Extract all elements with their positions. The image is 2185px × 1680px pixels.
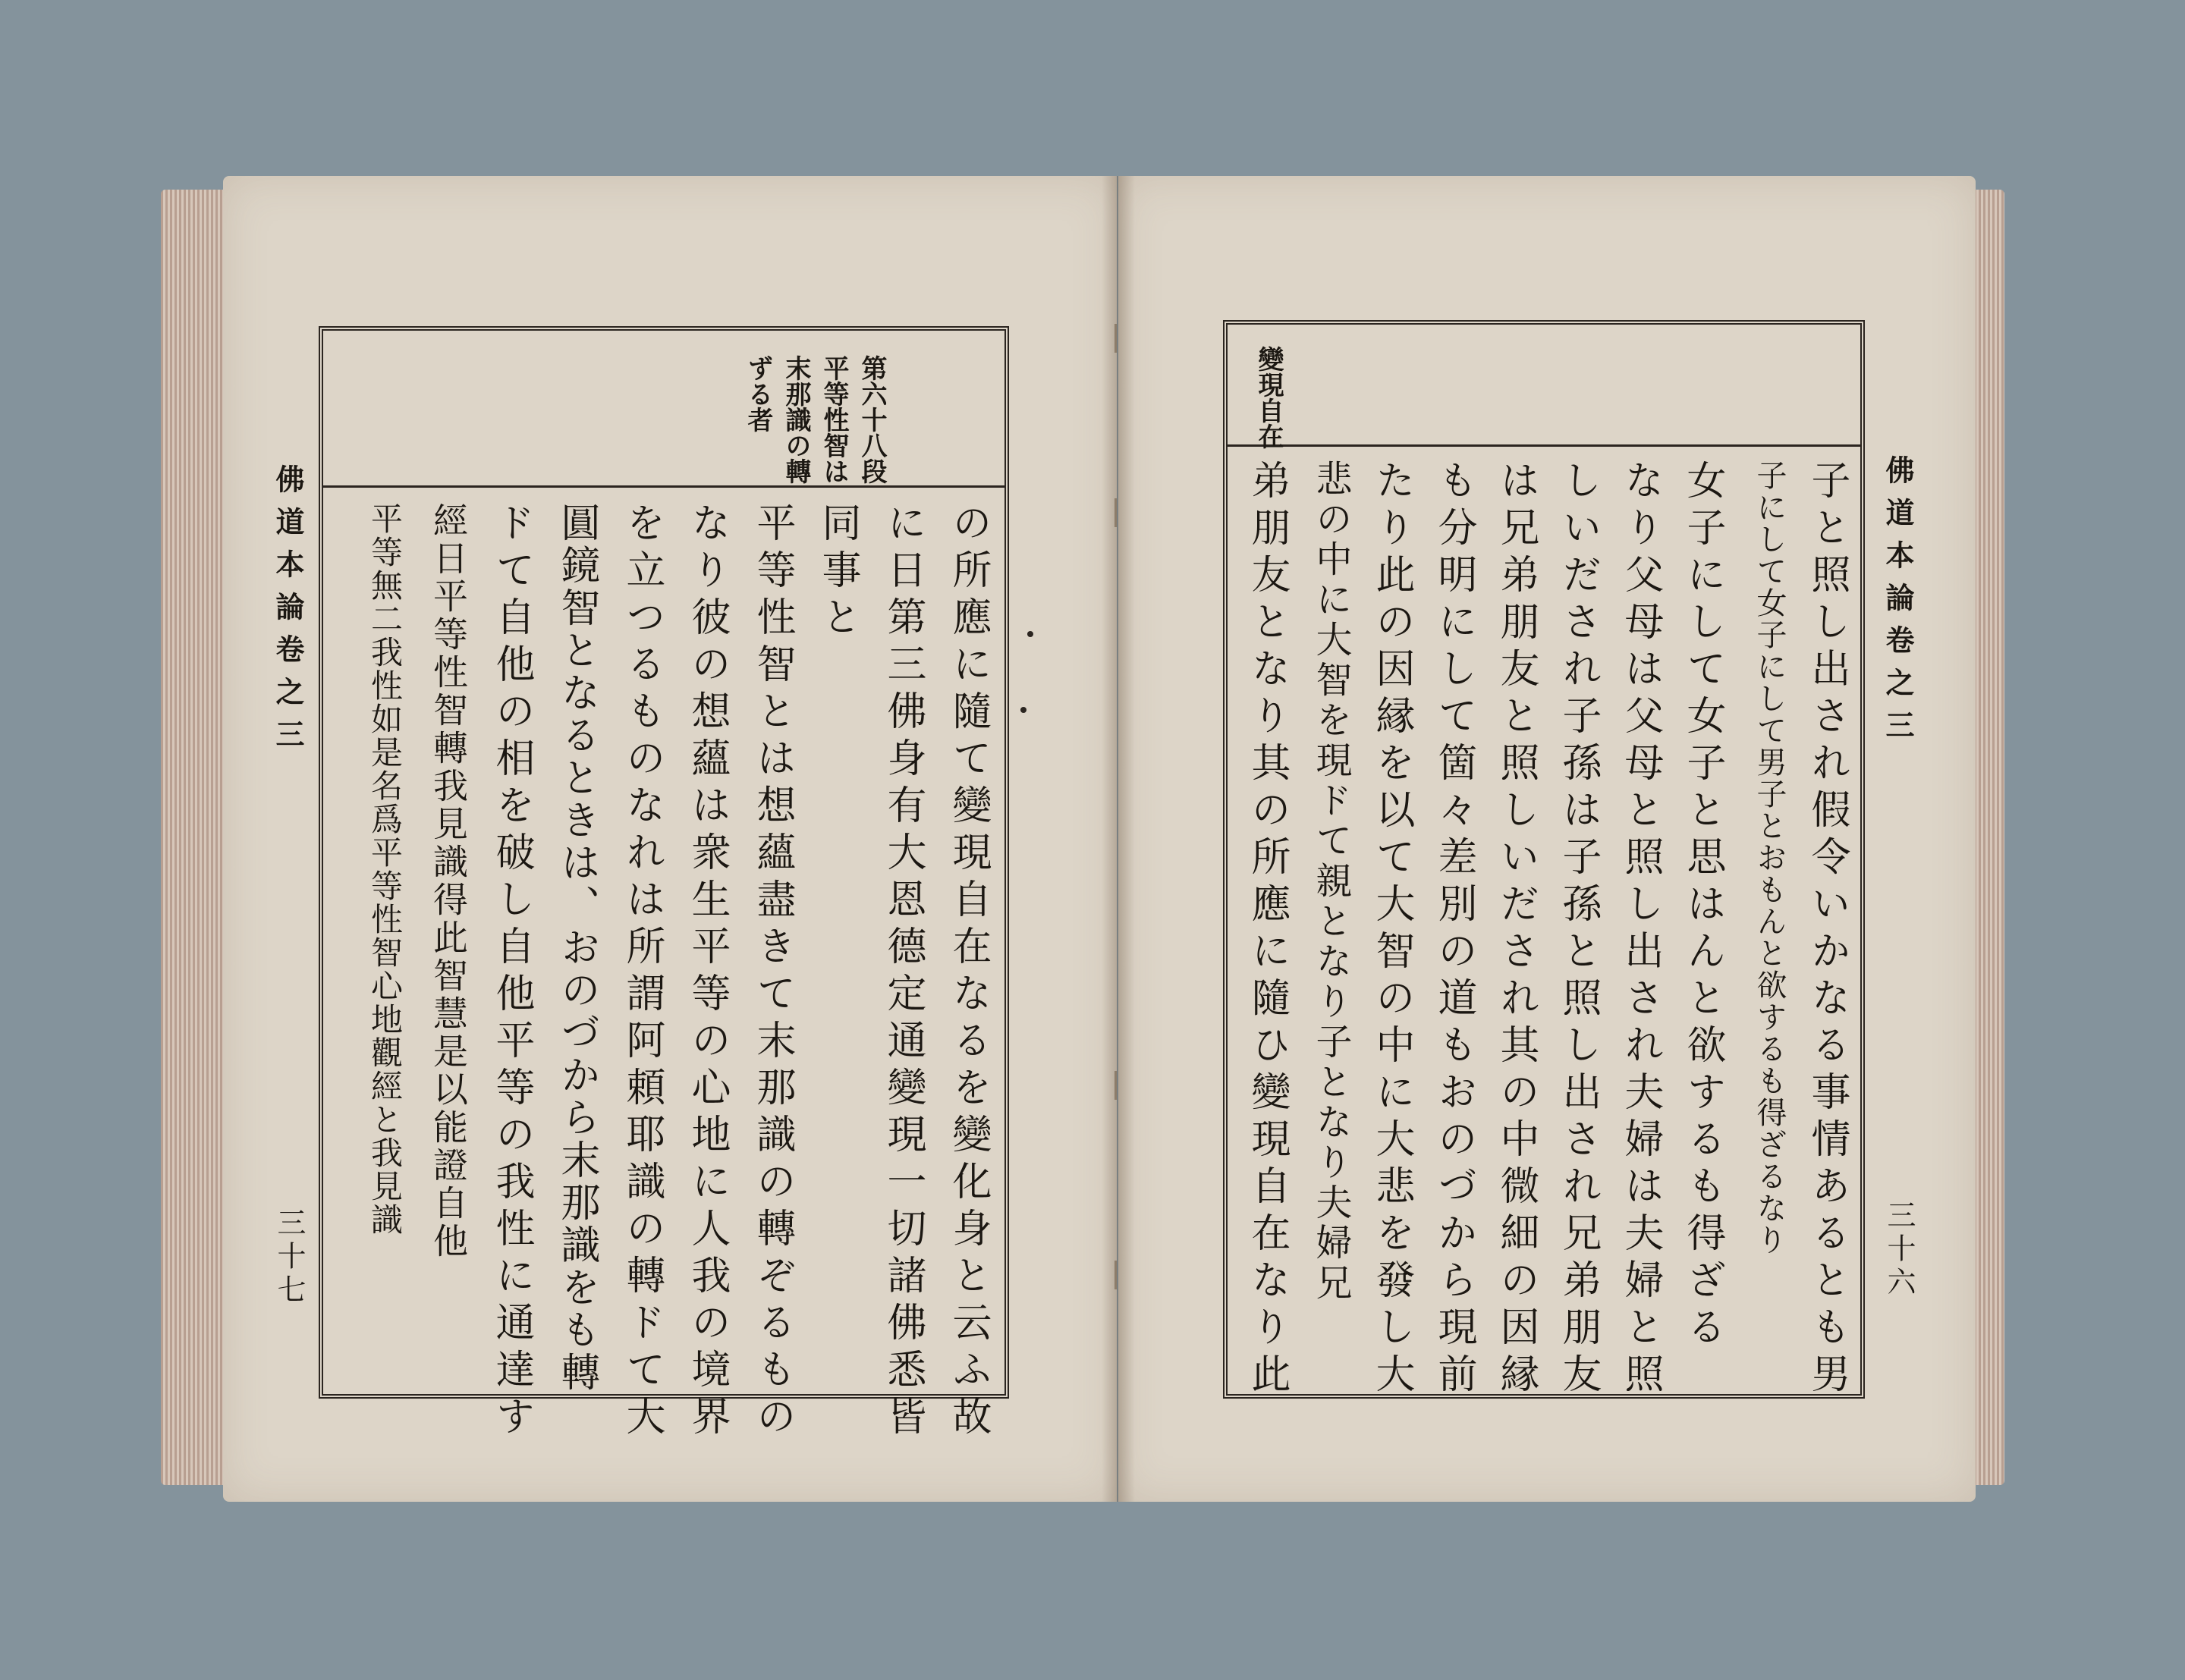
right-page-number: 三十六: [1882, 1200, 1916, 1300]
left-section-heading-4: ずる者: [743, 355, 773, 432]
left-page-number: 三十七: [272, 1207, 306, 1308]
text-column: 同事と: [815, 502, 860, 643]
text-column: 圓鏡智となるときは、おのづから末那識をも轉: [554, 502, 599, 1394]
text-column: 平等無二我性如是名爲平等性智心地觀經と我見識: [366, 502, 404, 1236]
text-column: を立つるものなれは所謂阿頼耶識の轉ドて大: [619, 502, 665, 1443]
text-column: は兄弟朋友と照しいだされ其の中微細の因縁: [1493, 460, 1539, 1400]
open-book: [161, 176, 2004, 1512]
book-gutter: [1102, 176, 1135, 1502]
left-section-heading-3: 末那識の轉: [781, 355, 811, 484]
right-section-heading: 變現自在: [1253, 346, 1284, 449]
text-column: たり此の因縁を以て大智の中に大悲を發し大: [1369, 460, 1414, 1400]
text-column: なり彼の想蘊は衆生平等の心地に人我の境界: [684, 502, 730, 1443]
text-column: 子と照し出され假令いかなる事情あるとも男: [1804, 460, 1850, 1400]
left-header-rule: [323, 485, 1004, 488]
text-column: なり父母は父母と照し出され夫婦は夫婦と照: [1618, 460, 1663, 1400]
text-column: 弟朋友となり其の所應に隨ひ變現自在なり此: [1244, 460, 1290, 1400]
left-section-heading-1: 第六十八段: [857, 355, 887, 484]
text-column: 子にして女子にして男子とおもんと欲するも得ざるなり: [1752, 460, 1787, 1256]
right-header-rule: [1228, 444, 1860, 447]
text-column: に日第三佛身有大恩德定通變現一切諸佛悉皆: [880, 502, 926, 1443]
left-page: [223, 176, 1117, 1502]
text-column: 經日平等性智轉我見識得此智慧是以能證自他: [428, 502, 469, 1261]
text-column: 悲の中に大智を現ドて親となり子となり夫婦兄: [1309, 460, 1352, 1304]
binding-stitch: [1115, 498, 1124, 527]
binding-stitch: [1115, 1261, 1124, 1289]
text-column: 女子にして女子と思はんと欲するも得ざる: [1680, 460, 1725, 1353]
left-text-frame: [319, 326, 1009, 1443]
text-column: も分明にして箇々差別の道もおのづから現前: [1431, 460, 1476, 1400]
right-page: [1118, 176, 1976, 1502]
left-section-heading-2: 平等性智は: [819, 355, 849, 484]
binding-stitch: [1115, 1071, 1124, 1100]
right-running-head: 佛道本論卷之三: [1881, 455, 1915, 752]
binding-hole: [1027, 631, 1033, 637]
text-column: の所應に隨て變現自在なるを變化身と云ふ故: [945, 502, 991, 1443]
text-column: ドて自他の相を破し自他平等の我性に通達す: [489, 502, 534, 1443]
binding-hole: [1020, 707, 1026, 713]
binding-stitch: [1115, 324, 1124, 353]
right-text-frame: [1223, 320, 1865, 1399]
text-column: 平等性智とは想蘊盡きて末那識の轉ぞるもの: [750, 502, 795, 1443]
left-running-head: 佛道本論卷之三: [271, 464, 305, 761]
text-column: しいだされ子孫は子孫と照し出され兄弟朋友: [1555, 460, 1601, 1400]
